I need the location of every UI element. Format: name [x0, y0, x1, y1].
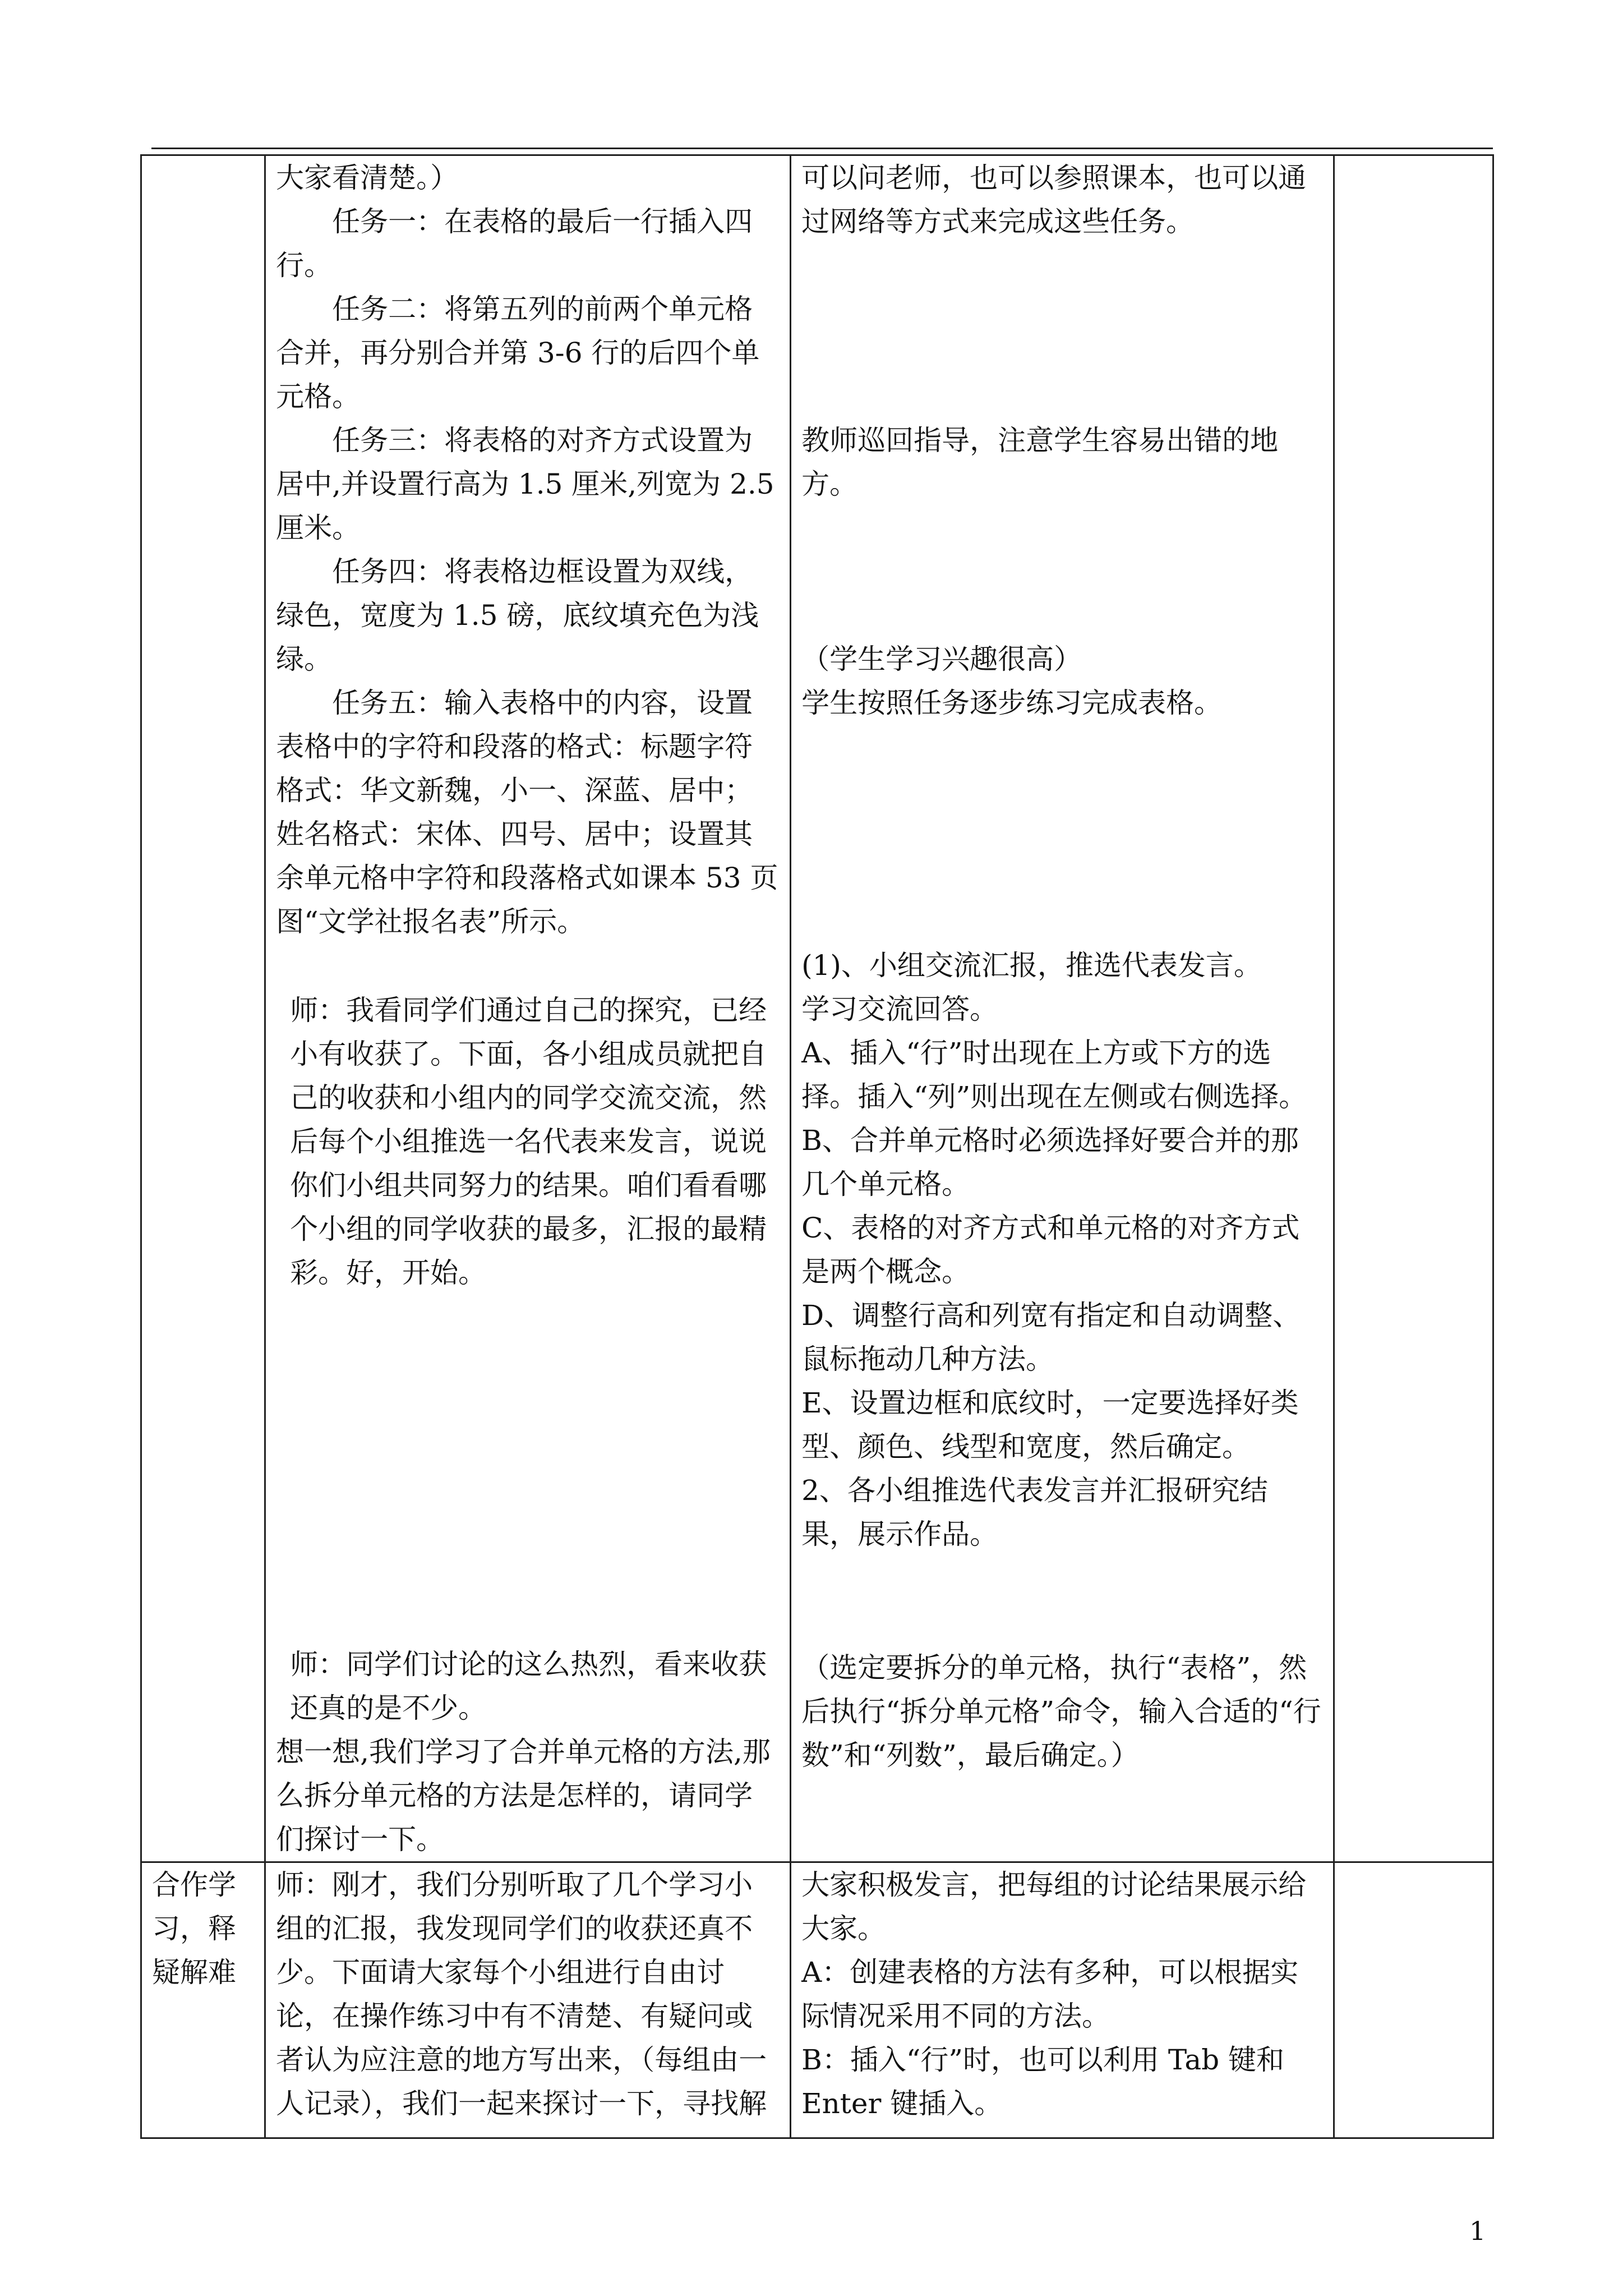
teacher-remark: 师：同学们讨论的这么热烈，看来收获还真的是不少。 [290, 1648, 767, 1724]
student-activity-cell [791, 1862, 1334, 2138]
task-one: 任务一：在表格的最后一行插入四行。 [276, 205, 753, 282]
stage-cell [141, 155, 265, 1862]
text-line: A：创建表格的方法有多种，可以根据实际情况采用不同的方法。 [801, 1956, 1299, 2032]
text-line: 2、各小组推选代表发言并汇报研究结果，展示作品。 [801, 1474, 1268, 1550]
notes-cell [1334, 1862, 1493, 2138]
text-line: A、插入“行”时出现在上方或下方的选择。插入“列”则出现在左侧或右侧选择。 [801, 1037, 1307, 1113]
stage-label: 合作学习，释疑解难 [152, 1869, 236, 1989]
teacher-remark: 师：刚才，我们分别听取了几个学习小组的汇报，我发现同学们的收获还真不少。下面请大家每个小组进行自由讨论，在操作练习中有不清楚、有疑问或者认为应注意的地方写出来，（每组由一人记录），我们一起来探讨一下，寻找解 [276, 1869, 767, 2120]
stage-cell [141, 1862, 265, 2138]
teacher-remark: 师：我看同学们通过自己的探究，已经小有收获了。下面，各小组成员就把自己的收获和小组内的同学交流交流，然后每个小组推选一名代表来发言，说说你们小组共同努力的结果。咱们看看哪个小组的同学收获的最多，汇报的最精彩。好，开始。 [290, 994, 767, 1289]
table-row [141, 1862, 1493, 2138]
task-five: 任务五：输入表格中的内容，设置表格中的字符和段落的格式：标题字符格式：华文新魏，小一、深蓝、居中；姓名格式：宋体、四号、居中；设置其余单元格中字符和段落格式如课本 53 页图“文学社报名表”所示。 [276, 687, 778, 938]
teacher-activity-cell [265, 1862, 791, 2138]
text-line: C、表格的对齐方式和单元格的对齐方式是两个概念。 [801, 1212, 1300, 1288]
text-line: 学习交流回答。 [801, 993, 998, 1025]
text-line: （学生学习兴趣很高） [801, 643, 1082, 675]
table-row [141, 155, 1493, 1862]
text-line: D、调整行高和列宽有指定和自动调整、鼠标拖动几种方法。 [801, 1299, 1301, 1375]
task-three: 任务三：将表格的对齐方式设置为居中,并设置行高为 1.5 厘米,列宽为 2.5 厘米。 [276, 424, 783, 544]
text-line: （选定要拆分的单元格，执行“表格”，然后执行“拆分单元格”命令，输入合适的“行数”和“列数”，最后确定。） [801, 1651, 1321, 1772]
student-activity-cell [791, 155, 1334, 1862]
text-line: 大家积极发言，把每组的讨论结果展示给大家。 [801, 1869, 1307, 1945]
text-line: 可以问老师，也可以参照课本，也可以通过网络等方式来完成这些任务。 [801, 162, 1307, 238]
notes-cell [1334, 155, 1493, 1862]
teacher-question: 想一想,我们学习了合并单元格的方法,那么拆分单元格的方法是怎样的，请同学们探讨一下。 [276, 1736, 771, 1856]
text-line: 教师巡回指导，注意学生容易出错的地方。 [801, 424, 1279, 500]
header-rule [151, 148, 1493, 149]
task-four: 任务四：将表格边框设置为双线，绿色，宽度为 1.5 磅，底纹填充色为浅绿。 [276, 555, 759, 675]
text-line: 学生按照任务逐步练习完成表格。 [801, 687, 1223, 719]
text-line: E、设置边框和底纹时，一定要选择好类型、颜色、线型和宽度，然后确定。 [801, 1387, 1299, 1463]
page-number: 1 [1469, 2216, 1486, 2246]
task-two: 任务二：将第五列的前两个单元格合并，再分别合并第 3-6 行的后四个单元格。 [276, 293, 760, 413]
text-line: B、合并单元格时必须选择好要合并的那几个单元格。 [801, 1124, 1299, 1200]
text-line: 大家看清楚。） [276, 162, 459, 194]
lesson-plan-table [140, 154, 1494, 2139]
teacher-activity-cell [265, 155, 791, 1862]
text-line: B：插入“行”时，也可以利用 Tab 键和 Enter 键插入。 [801, 2044, 1293, 2120]
text-line: (1)、小组交流汇报，推选代表发言。 [801, 949, 1262, 982]
